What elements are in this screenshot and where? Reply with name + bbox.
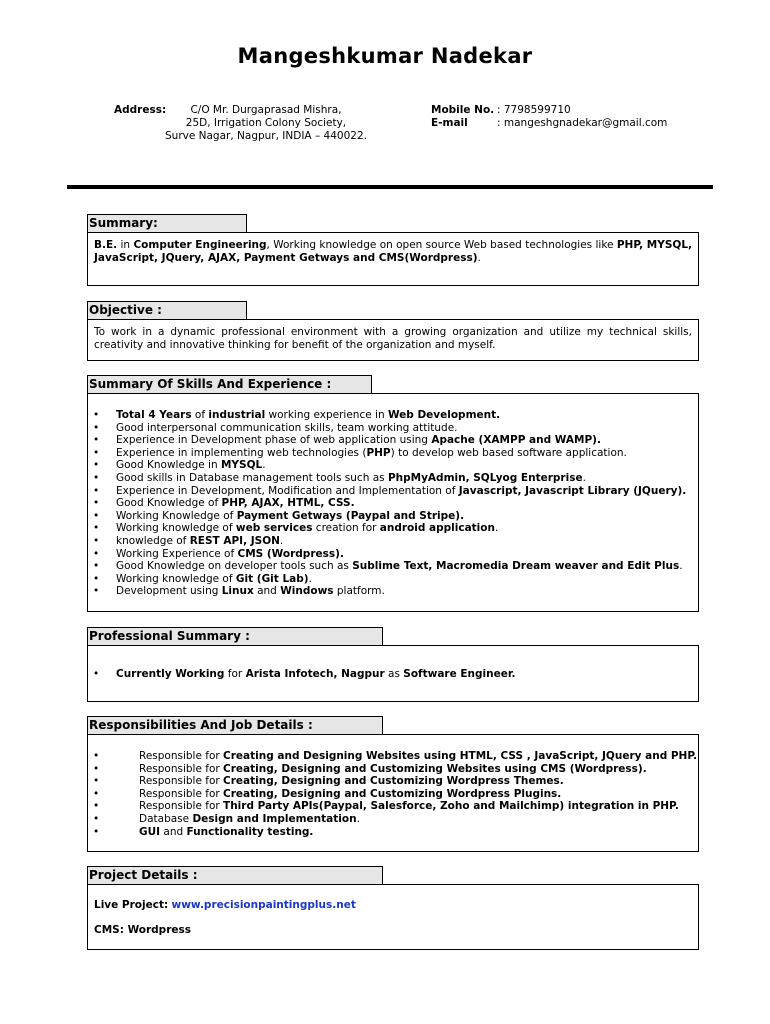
section-title-skills: Summary Of Skills And Experience : (87, 375, 372, 393)
text-run: Responsible for (139, 762, 224, 775)
objective-text: To work in a dynamic professional environment with a growing organization and utilize my technical skills, creativity and innovative thinking for benefit of the organization and myself. (94, 326, 692, 351)
list-item (88, 409, 698, 422)
text-run: Design and Implementation (192, 812, 357, 825)
text-run: Experience in implementing web technologies ( (116, 446, 367, 459)
text-run: android application (379, 522, 495, 535)
text-run: Working knowledge of (116, 522, 236, 535)
list-item (88, 750, 698, 763)
text-run: Working Knowledge of (116, 509, 237, 522)
text-run: MYSQL (220, 459, 263, 472)
cms-text: CMS: Wordpress (94, 924, 192, 936)
text-run: and (160, 825, 187, 838)
text-run: in (117, 239, 134, 251)
list-item (88, 585, 698, 598)
text-run: working experience in (265, 409, 388, 421)
list-item (88, 826, 698, 839)
list-item (88, 459, 698, 472)
text-run: PhpMyAdmin, SQLyog Enterprise (387, 471, 583, 484)
text-run: ) to develop web based software application. (390, 446, 627, 459)
text-run: Responsible for (139, 800, 224, 813)
text-run: Responsible for (139, 787, 224, 800)
mobile-label: Mobile No. (431, 104, 495, 116)
text-run: Computer Engineering (133, 239, 267, 251)
section-box-professional (87, 645, 699, 702)
address-line: 25D, Irrigation Colony Society, (185, 116, 347, 129)
list-item (88, 548, 698, 561)
list-item (88, 775, 698, 788)
text-run: PHP, MYSQL, JavaScript, JQuery, AJAX, Payment Getways and CMS(Wordpress) (94, 239, 692, 264)
list-item (88, 813, 698, 826)
text-run: of (191, 409, 209, 421)
text-run: knowledge of (116, 534, 190, 547)
text-run: Creating, Designing and Customizing Wordpress Themes. (223, 775, 564, 788)
text-run: B.E. (94, 239, 118, 251)
text-run: GUI (139, 825, 161, 838)
address-line: C/O Mr. Durgaprasad Mishra, (190, 104, 342, 116)
list-item (88, 510, 698, 523)
header-divider (67, 185, 713, 189)
text-run: . (356, 812, 360, 825)
text-run: Working knowledge of (116, 572, 236, 585)
text-run: Responsible for (139, 750, 224, 762)
text-run: Good Knowledge of (116, 497, 222, 510)
section-box-project (87, 884, 699, 950)
list-item (88, 800, 698, 813)
text-run: Responsible for (139, 775, 224, 788)
text-run: Currently Working (116, 668, 225, 680)
text-run: . (262, 459, 266, 472)
list-item (88, 447, 698, 460)
text-run: Experience in Development, Modification and Implementation of (116, 484, 459, 497)
live-project-link[interactable]: www.precisionpaintingplus.net (171, 899, 356, 911)
text-run: . (279, 534, 284, 547)
email-value[interactable]: : mangeshgnadekar@gmail.com (497, 116, 668, 129)
text-run: CMS (Wordpress). (237, 547, 344, 560)
section-title-objective: Objective : (87, 301, 247, 319)
text-run: for (224, 668, 246, 680)
mobile-value: : 7798599710 (497, 104, 571, 116)
text-run: Web Development. (387, 409, 501, 421)
text-run: and (253, 585, 281, 598)
text-run: Good interpersonal communication skills, team working attitude. (116, 421, 458, 434)
text-run: industrial (208, 409, 266, 421)
text-run: . (582, 471, 586, 484)
text-run: REST API, JSON (189, 534, 280, 547)
section-box-objective (87, 319, 699, 361)
text-run: Creating, Designing and Customizing Wordpress Plugins. (223, 787, 562, 800)
list-item (88, 788, 698, 801)
list-item (88, 497, 698, 510)
section-title-responsibilities: Responsibilities And Job Details : (87, 716, 383, 734)
list-item (88, 522, 698, 535)
text-run: Windows (280, 585, 334, 598)
text-run: . (679, 560, 683, 573)
text-run: Creating and Designing Websites using HTML, CSS , JavaScript, JQuery and PHP. (223, 750, 698, 762)
text-run: Third Party APIs(Paypal, Salesforce, Zoho and Mailchimp) integration in PHP. (223, 800, 679, 813)
text-run: Total 4 Years (116, 409, 192, 421)
list-item (88, 668, 698, 681)
text-run: PHP, AJAX, HTML, CSS. (221, 497, 355, 510)
section-title-summary: Summary: (87, 214, 247, 232)
section-box-responsibilities (87, 734, 699, 852)
professional-list (88, 646, 698, 681)
text-run: web services (235, 522, 313, 535)
list-item (88, 422, 698, 435)
section-title-professional: Professional Summary : (87, 627, 383, 645)
text-run: Experience in Development phase of web application using (116, 434, 432, 447)
live-project-row (94, 899, 356, 912)
list-item (88, 485, 698, 498)
phone-email-block (431, 104, 667, 130)
text-run: PHP (366, 446, 391, 459)
text-run: Good skills in Database management tools such as (116, 471, 388, 484)
text-run: as (384, 668, 404, 680)
email-label: E-mail (431, 116, 468, 129)
text-run: Sublime Text, Macromedia Dream weaver and Edit Plus (352, 560, 680, 573)
text-run: Creating, Designing and Customizing Websites using CMS (Wordpress). (223, 762, 647, 775)
text-run: , Working knowledge on open source Web based technologies like (266, 239, 617, 251)
text-run: Linux (221, 585, 254, 598)
address-label: Address: (114, 104, 167, 116)
list-item (88, 472, 698, 485)
text-run: Javascript, Javascript Library (JQuery). (458, 484, 687, 497)
section-title-project: Project Details : (87, 866, 383, 884)
live-project-label: Live Project: (94, 899, 169, 911)
text-run: Good Knowledge on developer tools such as (116, 560, 353, 573)
text-run: Good Knowledge in (116, 459, 221, 472)
text-run: Working Experience of (116, 547, 238, 560)
list-item (88, 560, 698, 573)
candidate-name: Mangeshkumar Nadekar (237, 44, 533, 68)
address-line: Surve Nagar, Nagpur, INDIA – 440022. (165, 129, 367, 142)
text-run: . (308, 572, 312, 585)
skills-list (88, 394, 698, 598)
address-lines (165, 104, 367, 142)
summary-text (88, 233, 698, 264)
list-item (88, 573, 698, 586)
list-item (88, 434, 698, 447)
text-run: . (477, 251, 481, 264)
section-box-summary (87, 232, 699, 286)
section-box-skills (87, 393, 699, 612)
text-run: Apache (XAMPP and WAMP). (431, 434, 601, 447)
text-run: platform. (333, 585, 385, 598)
text-run: Payment Getways (Paypal and Stripe). (236, 509, 465, 522)
text-run: Development using (116, 585, 222, 598)
text-run: Arista Infotech, Nagpur (245, 668, 385, 680)
responsibilities-list (88, 735, 698, 838)
text-run: Functionality testing. (186, 825, 314, 838)
text-run: Git (Git Lab) (235, 572, 309, 585)
text-run: . (494, 522, 499, 535)
list-item (88, 535, 698, 548)
text-run: Software Engineer. (403, 668, 516, 680)
list-item (88, 763, 698, 776)
text-run: Database (139, 812, 193, 825)
text-run: creation for (312, 522, 380, 535)
